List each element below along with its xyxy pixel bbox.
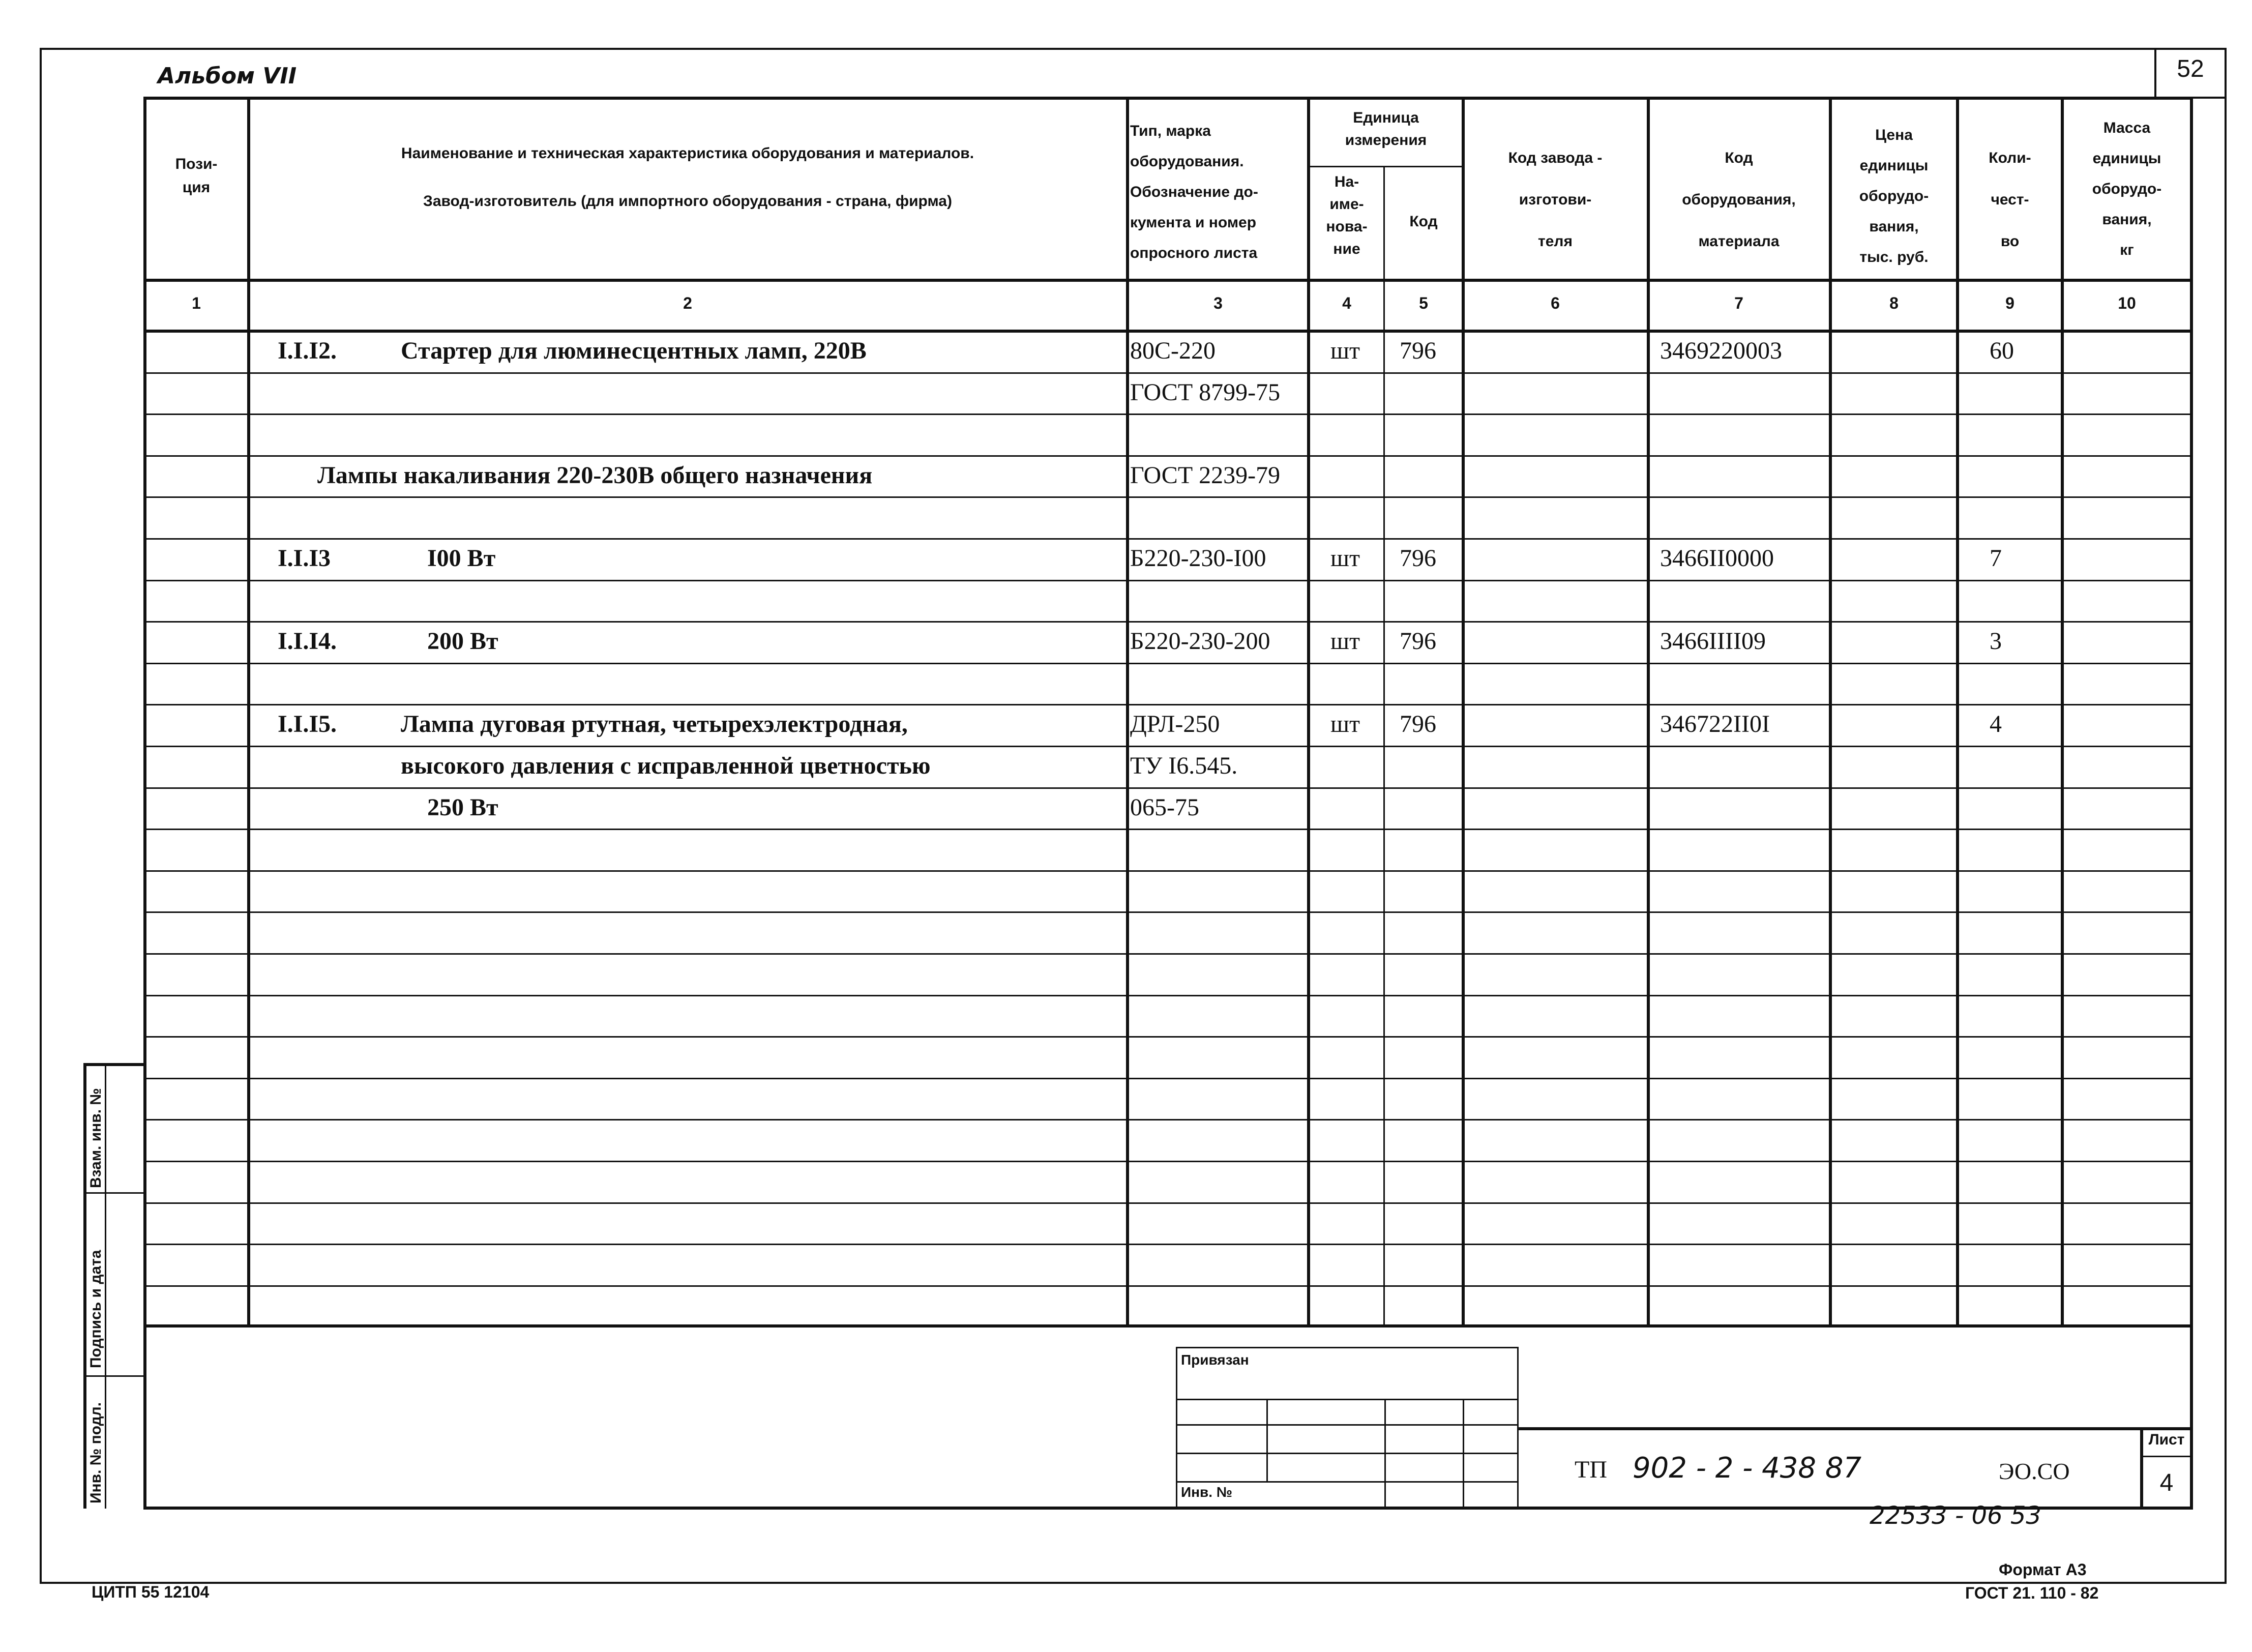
row-pos: I.I.I5. [278,711,337,738]
privyazan-vline-2 [1384,1399,1386,1509]
header-unit-group: Единица измерения [1345,109,1427,149]
header-quantity: Коли- чест- во [1989,150,2031,250]
album-label: Альбом VII [158,63,297,89]
table-right-border [2190,97,2193,1509]
privyazan-line-4 [1176,1481,1519,1483]
row-line [143,953,2193,955]
colnum-bottom-line [143,330,2193,333]
header-unit-name: На- име- нова- ние [1326,173,1368,257]
row-type: ДРЛ-250 [1130,711,1220,738]
row-name: I00 Вт [427,545,496,572]
header-equipment-code: Код оборудования, материала [1682,150,1796,250]
page-number: 52 [2177,55,2204,82]
row-line [143,1285,2193,1287]
row-line [143,621,2193,623]
row-pos: I.I.I2. [278,337,337,364]
col-line-7 [1829,97,1832,1328]
inv-no-label: Инв. № [1181,1484,1233,1500]
header-mass: Масса единицы оборудо- вания, кг [2092,120,2162,258]
col-line-5 [1462,97,1465,1328]
privyazan-vline-3 [1463,1399,1464,1509]
side-strip-line-1 [83,1192,145,1194]
row-line [143,829,2193,830]
table-top-border [143,97,2193,100]
row-line [143,1244,2193,1245]
row-pos: I.I.I3 [278,545,331,572]
sheet-number: 4 [2159,1469,2174,1496]
section-code: ЭО.СО [1999,1458,2070,1484]
colnum-7: 7 [1734,294,1743,312]
row-qty: 7 [1990,545,2002,572]
row-code: 346722II0I [1660,711,1770,738]
row-unit: шт [1330,711,1360,738]
row-line [143,663,2193,664]
row-pos: I.I.I4. [278,628,337,655]
row-unit-code: 796 [1400,711,1436,738]
body-bottom-line [143,1324,2193,1328]
colnum-2: 2 [683,294,692,312]
privyazan-line-1 [1176,1399,1519,1400]
row-line [143,1078,2193,1079]
col-line-8 [1956,97,1959,1328]
colnum-9: 9 [2005,294,2014,312]
row-type: ГОСТ 8799-75 [1130,379,1281,406]
row-unit: шт [1330,545,1360,572]
row-unit: шт [1330,337,1360,364]
row-line [143,1119,2193,1120]
side-label-podpis: Подпись и дата [87,1250,104,1368]
col-line-6 [1647,97,1650,1328]
col-line-3 [1307,97,1310,1328]
row-code: 3466II0000 [1660,545,1774,572]
row-qty: 4 [1990,711,2002,738]
row-unit-code: 796 [1400,337,1436,364]
row-type: Б220-230-200 [1130,628,1270,655]
colnum-3: 3 [1213,294,1223,312]
row-unit: шт [1330,628,1360,655]
row-type: 065-75 [1130,794,1199,821]
row-unit-code: 796 [1400,628,1436,655]
row-line [143,704,2193,705]
colnum-1: 1 [192,294,201,312]
row-type: ГОСТ 2239-79 [1130,462,1281,489]
row-code: 3466IIII09 [1660,628,1766,655]
colnum-8: 8 [1889,294,1899,312]
row-line [143,870,2193,872]
doc-code-prefix: ТП [1575,1456,1607,1483]
row-line [143,455,2193,457]
doc-code: 902 - 2 - 438 87 [1633,1452,1862,1485]
row-line [143,911,2193,913]
header-factory-code: Код завода - изготови- теля [1508,150,1603,250]
privyazan-label: Привязан [1181,1352,1249,1368]
row-line [143,496,2193,498]
colnum-6: 6 [1551,294,1560,312]
row-line [143,372,2193,374]
row-type: 80С-220 [1130,337,1216,364]
row-name: высокого давления с исправленной цветностью [401,752,931,779]
row-line [143,787,2193,789]
row-type: Б220-230-I00 [1130,545,1266,572]
col-line-2 [1126,97,1129,1328]
gost-label: ГОСТ 21. 110 - 82 [1965,1584,2099,1602]
header-name-line1: Наименование и техническая характеристика оборудования и материалов. [401,145,974,162]
row-line [143,746,2193,747]
col-line-9 [2061,97,2064,1328]
colnum-5: 5 [1419,294,1428,312]
side-strip-left [83,1063,86,1509]
row-qty: 60 [1990,337,2014,364]
row-name: Лампы накаливания 220-230В общего назначения [317,462,873,489]
privyazan-vline-1 [1266,1399,1268,1481]
row-unit-code: 796 [1400,545,1436,572]
col-line-1 [247,97,250,1328]
row-line [143,1161,2193,1162]
privyazan-line-3 [1176,1453,1519,1454]
row-line [143,580,2193,581]
sheet-box-divider [2140,1456,2193,1457]
archive-number: 22533 - 06 53 [1870,1501,2041,1530]
header-bottom-line [143,279,2193,282]
side-label-inv-podl: Инв. № подл. [87,1402,104,1503]
side-strip-line-2 [83,1375,145,1377]
row-type: ТУ I6.545. [1130,752,1238,779]
row-qty: 3 [1990,628,2002,655]
header-type: Тип, марка оборудования. Обозначение до- кумента и номер опросного листа [1130,123,1258,261]
title-block-top [1519,1427,2193,1430]
header-price: Цена единицы оборудо- вания, тыс. руб. [1859,127,1929,266]
format-label: Формат А3 [1999,1560,2087,1579]
row-name: 250 Вт [427,794,498,821]
row-line [143,538,2193,540]
printer-code: ЦИТП 55 12104 [92,1583,210,1601]
row-line [143,1202,2193,1204]
row-name: 200 Вт [427,628,498,655]
row-line [143,1036,2193,1038]
header-name-line2: Завод-изготовитель (для импортного оборудования - страна, фирма) [423,193,952,210]
row-line [143,414,2193,415]
header-position: Пози- ция [175,156,218,196]
colnum-4: 4 [1342,294,1351,312]
privyazan-line-2 [1176,1424,1519,1426]
side-strip-divider [105,1063,106,1509]
sheet-label: Лист [2148,1431,2185,1448]
side-label-vzam: Взам. инв. № [87,1088,104,1188]
colnum-10: 10 [2118,294,2136,312]
row-name: Стартер для люминесцентных ламп, 220В [401,337,867,364]
row-name: Лампа дуговая ртутная, четырехэлектродная, [401,711,908,738]
row-code: 3469220003 [1660,337,1782,364]
row-line [143,995,2193,996]
header-unit-code: Код [1409,213,1438,230]
side-strip-top [83,1063,145,1066]
